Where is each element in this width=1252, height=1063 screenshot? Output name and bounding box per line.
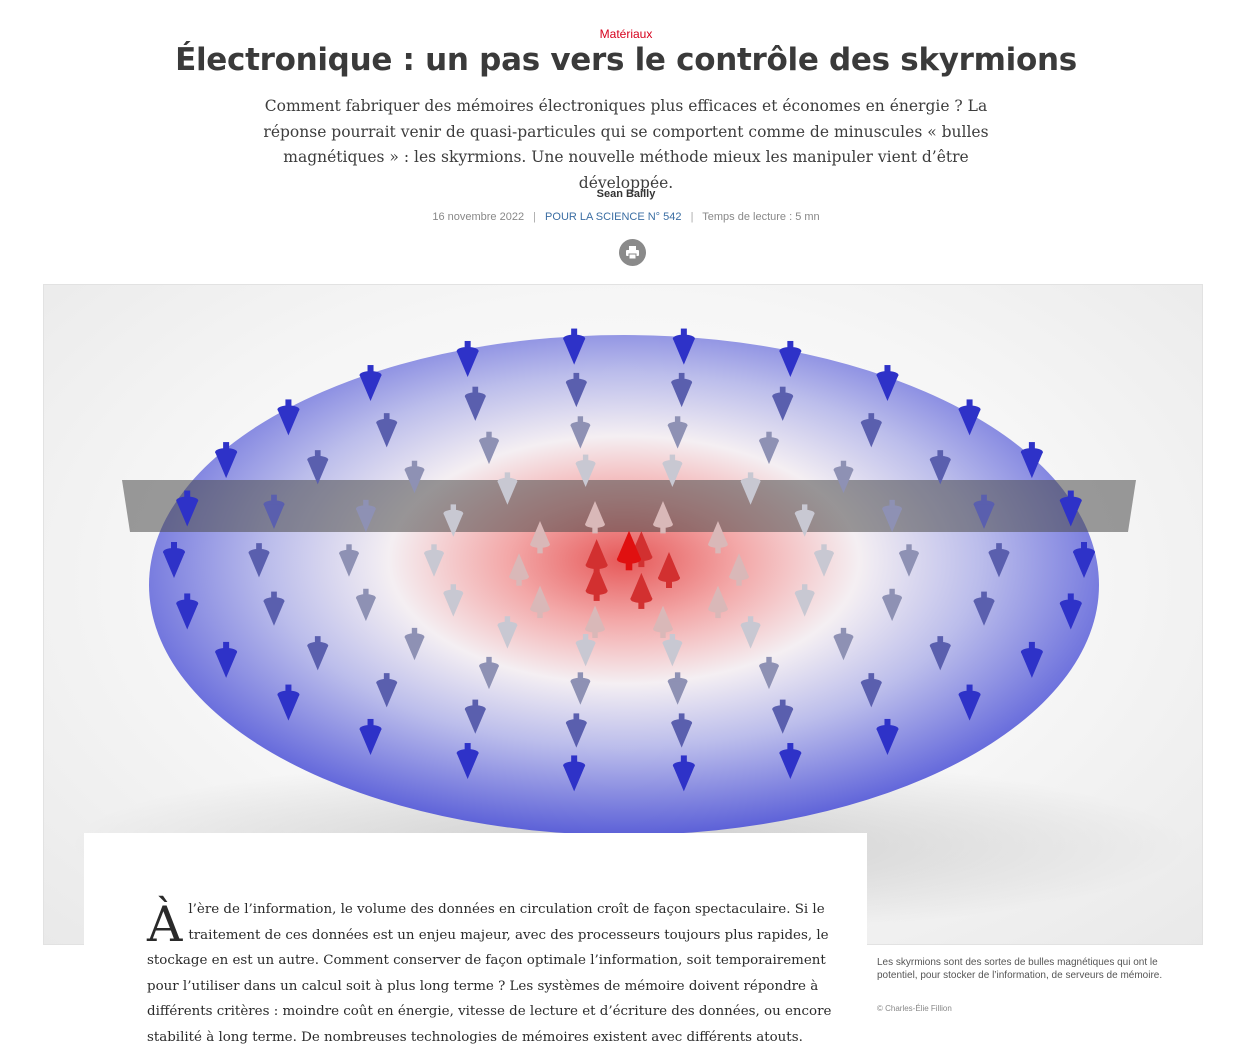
article-body: [84, 833, 867, 1063]
article-meta: [0, 211, 1252, 223]
meta-separator: |: [533, 211, 536, 223]
print-button[interactable]: [619, 239, 646, 266]
image-caption: Les skyrmions sont des sortes de bulles magnétiques qui ont le potentiel, pour stocker de l’information, de serveurs de mémoire.: [877, 957, 1163, 981]
printer-icon: [625, 245, 640, 260]
meta-separator: |: [690, 211, 694, 223]
first-paragraph: [147, 897, 844, 1051]
category-link[interactable]: Matériaux: [599, 27, 653, 41]
publish-date: 16 novembre 2022: [432, 211, 525, 223]
dropcap: À: [147, 896, 183, 953]
magazine-link[interactable]: POUR LA SCIENCE N° 542: [545, 211, 682, 223]
first-paragraph-text: l’ère de l’information, le volume des données en circulation croît de façon spectaculaire. Si le traitement de ces données est un enjeu majeur, avec des processeurs toujours plus rapides, le stockage en est un autre. Comment conserver de façon optimale l’information, soit temporairement pour l’utiliser dans un calcul soit à plus long terme ? Les systèmes de mémoire doivent répondre à différents critères : moindre coût en énergie, vitesse de lecture et d’écriture des données, ou encore stabilité à long terme. De nombreuses technologies de mémoires existent avec différents atouts.: [147, 902, 832, 1045]
image-credit: © Charles-Élie Fillion: [877, 1004, 952, 1013]
reading-time: Temps de lecture : 5 mn: [702, 211, 820, 223]
article-lead: Comment fabriquer des mémoires électroniques plus efficaces et économes en énergie ? La réponse pourrait venir de quasi-particules qui se comportent comme de minuscules « bulles magnétiques » : les skyrmions. Une nouvelle méthode mieux les manipuler vient d’être développée.: [263, 97, 989, 192]
article-title: Électronique : un pas vers le contrôle des skyrmions: [175, 42, 1077, 78]
author-name[interactable]: Sean Bailly: [596, 188, 656, 200]
